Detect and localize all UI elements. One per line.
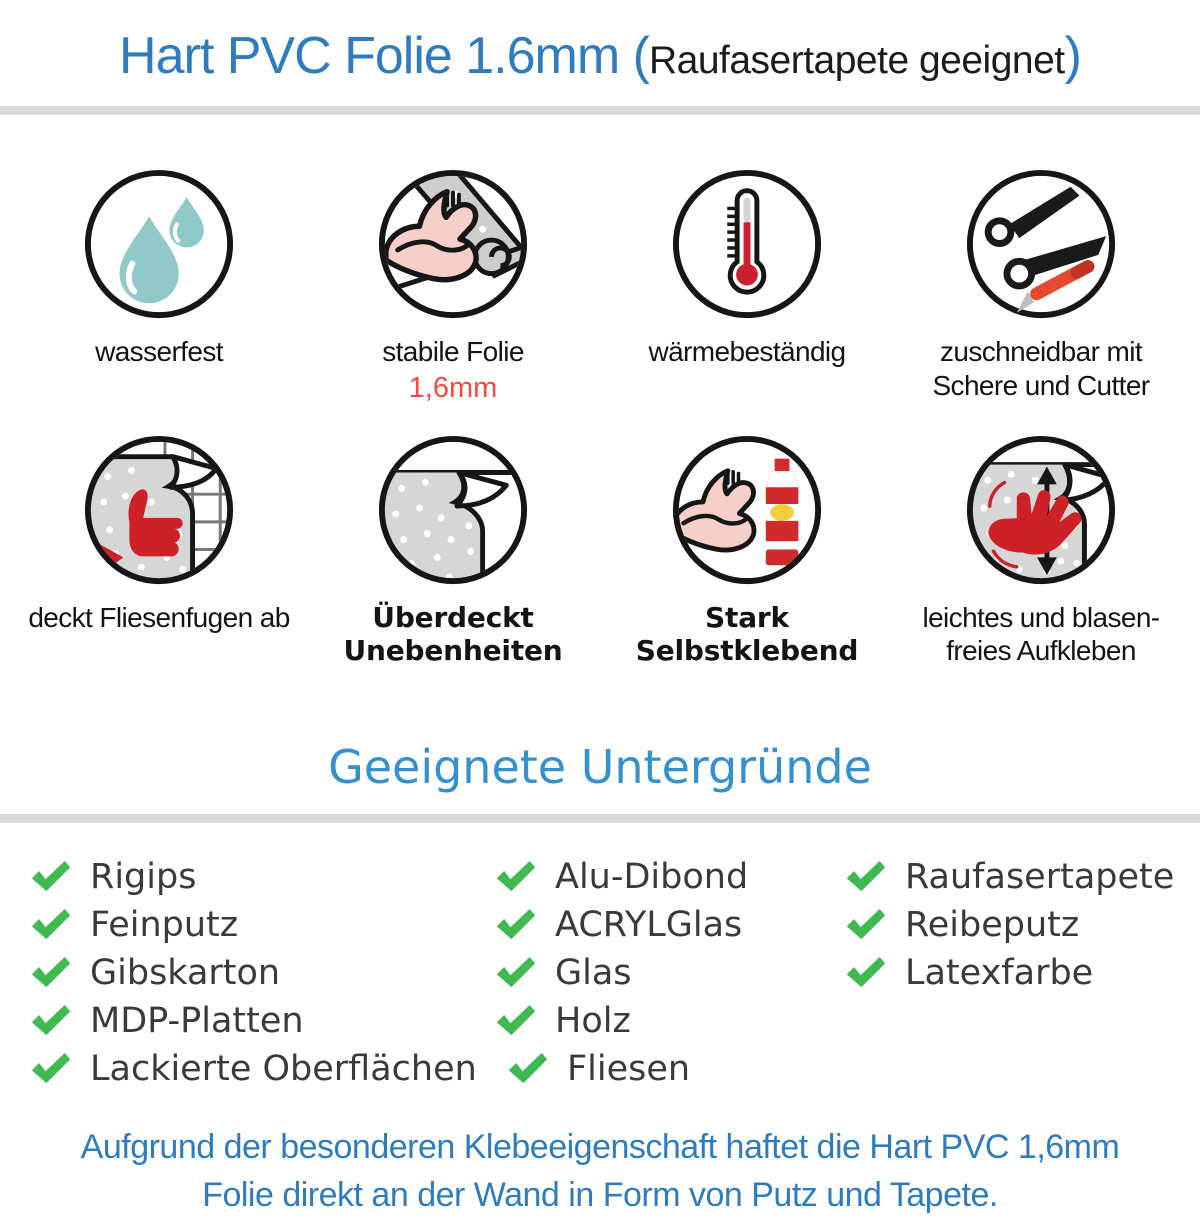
substrates-list xyxy=(0,823,1200,1097)
substrate-item: Lackierte Oberflächen xyxy=(30,1049,495,1089)
feature-caption: stabile Folie xyxy=(382,336,524,367)
feature-bubble-free-application xyxy=(894,431,1188,668)
glue-tube xyxy=(766,458,799,565)
feature-grid xyxy=(0,115,1200,668)
substrate-item: MDP-Platten xyxy=(30,1001,495,1041)
title-paren-open: ( xyxy=(632,27,649,85)
feature-caption: Überdeckt Unebenheiten xyxy=(343,600,563,668)
feature-caption: leichtes und blasen- freies Aufkleben xyxy=(922,601,1160,667)
feature-caption: wasserfest xyxy=(95,336,223,367)
substrate-item: Raufasertapete xyxy=(845,857,1200,897)
check-icon xyxy=(30,1052,72,1085)
feature-caption: zuschneidbar mit Schere und Cutter xyxy=(932,336,1150,401)
check-icon xyxy=(845,956,887,989)
substrate-item: ACRYLGlas xyxy=(495,905,845,945)
check-icon xyxy=(30,908,72,941)
feature-thickness-note: 1,6mm xyxy=(408,371,498,404)
substrate-item: Alu-Dibond xyxy=(495,857,845,897)
footer-note xyxy=(0,1123,1200,1219)
title-main: Hart PVC Folie 1.6mm xyxy=(119,27,620,85)
substrates-column-3 xyxy=(845,857,1200,1097)
feature-caption: Stark Selbstklebend xyxy=(635,600,859,668)
substrate-item: Latexfarbe xyxy=(845,953,1200,993)
feature-caption: wärmebeständig xyxy=(648,336,846,367)
muscle-glue-tube-icon xyxy=(668,431,826,589)
check-icon xyxy=(845,860,887,893)
feature-caption: deckt Fliesenfugen ab xyxy=(28,601,290,633)
check-icon xyxy=(495,908,537,941)
divider-bar-mid xyxy=(0,814,1200,823)
substrate-item: Glas xyxy=(495,953,845,993)
substrate-item: Fliesen xyxy=(507,1049,845,1089)
footer-line-1: Aufgrund der besonderen Klebeeigenschaft haftet die Hart PVC 1,6mm xyxy=(80,1127,1120,1166)
substrate-item: Gibskarton xyxy=(30,953,495,993)
feature-heat-resistant xyxy=(600,165,894,405)
check-icon xyxy=(495,860,537,893)
feature-self-adhesive xyxy=(600,431,894,668)
dotted-foil-fold-icon xyxy=(374,431,532,589)
check-icon xyxy=(495,956,537,989)
feature-covers-unevenness xyxy=(306,431,600,668)
check-icon xyxy=(507,1052,549,1085)
check-icon xyxy=(30,1004,72,1037)
thumbs-up-tiles-icon xyxy=(80,431,238,589)
feature-cuttable xyxy=(894,165,1188,405)
feature-covers-tile-joints xyxy=(12,431,306,668)
footer-line-2: Folie direkt an der Wand in Form von Putz und Tapete. xyxy=(202,1176,998,1215)
substrates-column-1 xyxy=(30,857,495,1097)
feature-waterproof xyxy=(12,165,306,405)
thermometer-icon xyxy=(668,165,826,323)
substrates-column-2 xyxy=(495,857,845,1097)
divider-bar-top xyxy=(0,106,1200,115)
scissors-and-cutter-icon xyxy=(962,165,1120,323)
substrate-item: Rigips xyxy=(30,857,495,897)
water-drops-icon xyxy=(80,165,238,323)
substrates-heading: Geeignete Untergründe xyxy=(328,739,872,794)
substrate-item: Holz xyxy=(495,1001,845,1041)
feature-stable-foil xyxy=(306,165,600,405)
check-icon xyxy=(30,956,72,989)
page-title xyxy=(0,0,1200,86)
check-icon xyxy=(845,908,887,941)
check-icon xyxy=(30,860,72,893)
muscle-arm-foil-icon xyxy=(374,165,532,323)
substrate-item: Reibeputz xyxy=(845,905,1200,945)
title-paren-text: Raufasertapete geeignet xyxy=(648,39,1065,82)
substrate-item: Feinputz xyxy=(30,905,495,945)
check-icon xyxy=(495,1004,537,1037)
title-paren-close: ) xyxy=(1064,27,1081,85)
hand-smoothing-foil-icon xyxy=(962,431,1120,589)
